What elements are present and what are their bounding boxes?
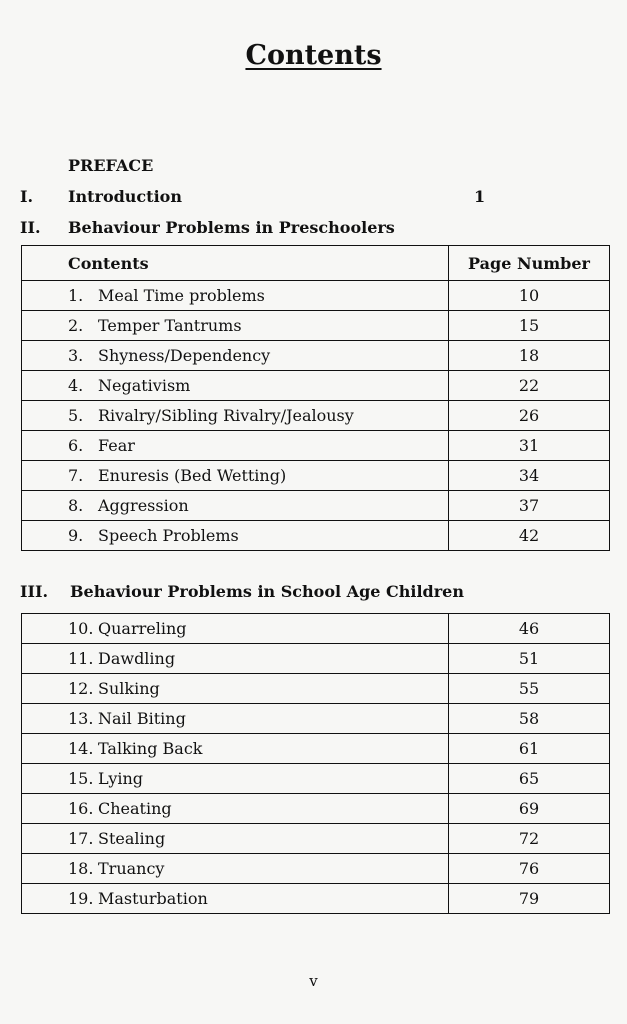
table-row [22, 341, 610, 371]
table-row [22, 734, 610, 764]
page-title: Contents [245, 40, 382, 71]
entry-page: 79 [449, 884, 610, 914]
entry-number: 16. [68, 799, 94, 818]
entry-number: 10. [68, 619, 94, 638]
entry-page: 51 [449, 644, 610, 674]
entry-number: 18. [68, 859, 94, 878]
entry-title: Lying [98, 769, 144, 788]
entry-title: Negativism [98, 376, 191, 395]
entry-page: 37 [449, 491, 610, 521]
entry-page: 22 [449, 371, 610, 401]
entry-page: 69 [449, 794, 610, 824]
entry-page: 34 [449, 461, 610, 491]
entry-page: 61 [449, 734, 610, 764]
preface-heading: PREFACE [68, 156, 154, 175]
table-row [22, 884, 610, 914]
entry-number: 3. [68, 346, 84, 365]
entry-title: Cheating [98, 799, 172, 818]
header-contents: Contents [22, 246, 449, 281]
table-row [22, 401, 610, 431]
table-row [22, 764, 610, 794]
entry-title: Meal Time problems [98, 286, 265, 305]
entry-number: 8. [68, 496, 84, 515]
page-number: v [309, 972, 318, 990]
entry-number: 7. [68, 466, 84, 485]
table-row [22, 824, 610, 854]
table-row [22, 461, 610, 491]
entry-page: 55 [449, 674, 610, 704]
section-title: Behaviour Problems in School Age Children [70, 582, 464, 601]
entry-page: 31 [449, 431, 610, 461]
table-row [22, 644, 610, 674]
entry-number: 4. [68, 376, 84, 395]
entry-number: 6. [68, 436, 84, 455]
section-roman: II. [20, 218, 41, 237]
entry-page: 46 [449, 614, 610, 644]
entry-page: 10 [449, 281, 610, 311]
entry-number: 11. [68, 649, 94, 668]
entry-page: 72 [449, 824, 610, 854]
entry-page: 58 [449, 704, 610, 734]
entry-number: 2. [68, 316, 84, 335]
entry-number: 5. [68, 406, 84, 425]
entry-number: 14. [68, 739, 94, 758]
entry-title: Fear [98, 436, 135, 455]
entry-number: 13. [68, 709, 94, 728]
table-row [22, 371, 610, 401]
entry-title: Talking Back [98, 739, 203, 758]
entry-title: Quarreling [98, 619, 187, 638]
entry-number: 17. [68, 829, 94, 848]
table-row [22, 281, 610, 311]
table-row [22, 674, 610, 704]
entry-page: 15 [449, 311, 610, 341]
entry-title: Aggression [98, 496, 189, 515]
table-row [22, 614, 610, 644]
entry-title: Temper Tantrums [98, 316, 242, 335]
entry-page: 65 [449, 764, 610, 794]
entry-title: Sulking [98, 679, 160, 698]
entry-title: Masturbation [98, 889, 208, 908]
entry-title: Dawdling [98, 649, 176, 668]
section-title: Introduction [68, 187, 182, 206]
entry-title: Speech Problems [98, 526, 239, 545]
table-row [22, 704, 610, 734]
section-roman: I. [20, 187, 34, 206]
entry-page: 76 [449, 854, 610, 884]
section-title: Behaviour Problems in Preschoolers [68, 218, 395, 237]
entry-number: 9. [68, 526, 84, 545]
entry-page: 18 [449, 341, 610, 371]
section-page: 1 [474, 187, 486, 206]
entry-title: Rivalry/Sibling Rivalry/Jealousy [98, 406, 354, 425]
entry-number: 1. [68, 286, 84, 305]
entry-page: 26 [449, 401, 610, 431]
table-header-row [22, 246, 610, 281]
contents-table-preschoolers [21, 245, 610, 551]
section-roman: III. [20, 582, 49, 601]
entry-title: Stealing [98, 829, 166, 848]
entry-page: 42 [449, 521, 610, 551]
entry-number: 15. [68, 769, 94, 788]
entry-title: Nail Biting [98, 709, 186, 728]
table-row [22, 491, 610, 521]
table-row [22, 311, 610, 341]
table-row [22, 794, 610, 824]
entry-title: Truancy [98, 859, 165, 878]
entry-title: Enuresis (Bed Wetting) [98, 466, 287, 485]
table-row [22, 854, 610, 884]
table-row [22, 521, 610, 551]
entry-title: Shyness/Dependency [98, 346, 271, 365]
table-row [22, 431, 610, 461]
header-page-number: Page Number [449, 246, 610, 281]
entry-number: 12. [68, 679, 94, 698]
entry-number: 19. [68, 889, 94, 908]
contents-table-school-age [21, 613, 610, 914]
